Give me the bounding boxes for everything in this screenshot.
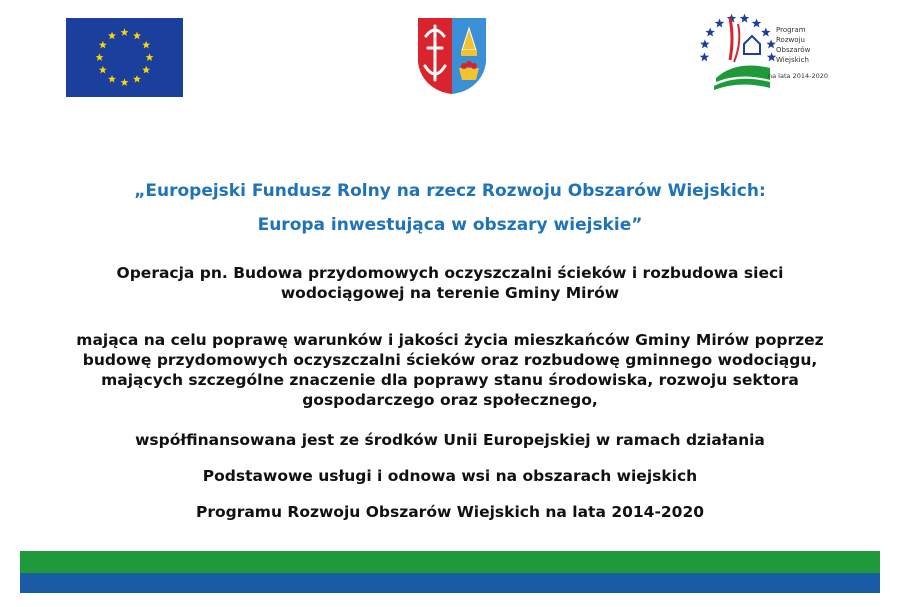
- prow-text-3: Obszarów: [776, 46, 811, 54]
- prow-logo-icon: [690, 8, 840, 90]
- prow-star-icon: [700, 52, 710, 61]
- goal-line-4: gospodarczego oraz społecznego,: [302, 391, 598, 409]
- prow-star-icon: [767, 52, 777, 61]
- goal-line-3: mających szczególne znaczenie dla poprawy stanu środowiska, rozwoju sektora: [101, 371, 799, 389]
- operation-line-1: Operacja pn. Budowa przydomowych oczyszczalni ścieków i rozbudowa sieci: [116, 264, 784, 282]
- prow-text-2: Rozwoju: [776, 36, 805, 44]
- prow-star-icon: [700, 39, 710, 48]
- goal-line-1: mająca na celu poprawę warunków i jakości życia mieszkańców Gminy Mirów poprzez: [76, 331, 824, 349]
- prow-star-icon: [752, 18, 762, 27]
- measure-line: Podstawowe usługi i odnowa wsi na obszarach wiejskich: [202, 467, 698, 485]
- cofinance-line: współfinansowana jest ze środków Unii Europejskiej w ramach działania: [135, 431, 765, 449]
- prow-text-1: Program: [776, 26, 806, 34]
- prow-star-icon: [740, 14, 750, 23]
- headline-line-1: „Europejski Fundusz Rolny na rzecz Rozwoju Obszarów Wiejskich:: [134, 181, 766, 201]
- gmina-miron-crest-icon: [414, 14, 490, 98]
- goal-line-2: budowę przydomowych oczyszczalni ścieków oraz rozbudowę gminnego wodociągu,: [82, 351, 818, 369]
- prow-star-icon: [766, 39, 776, 48]
- footer-stripe-blue: [20, 573, 880, 593]
- goal-block: [0, 330, 900, 410]
- headline-line-2: Europa inwestująca w obszary wiejskie”: [257, 215, 643, 235]
- footer-stripe-green: [20, 551, 880, 573]
- programme-line: Programu Rozwoju Obszarów Wiejskich na lata 2014-2020: [195, 503, 705, 521]
- prow-text-4: Wiejskich: [776, 56, 809, 64]
- prow-star-icon: [715, 18, 725, 27]
- prow-text-5: na lata 2014-2020: [768, 72, 828, 80]
- eu-flag-icon: [66, 18, 183, 97]
- operation-line-2: wodociągowej na terenie Gminy Mirów: [280, 284, 620, 302]
- prow-star-icon: [761, 28, 771, 37]
- prow-star-icon: [705, 28, 715, 37]
- operation-block: [0, 263, 900, 303]
